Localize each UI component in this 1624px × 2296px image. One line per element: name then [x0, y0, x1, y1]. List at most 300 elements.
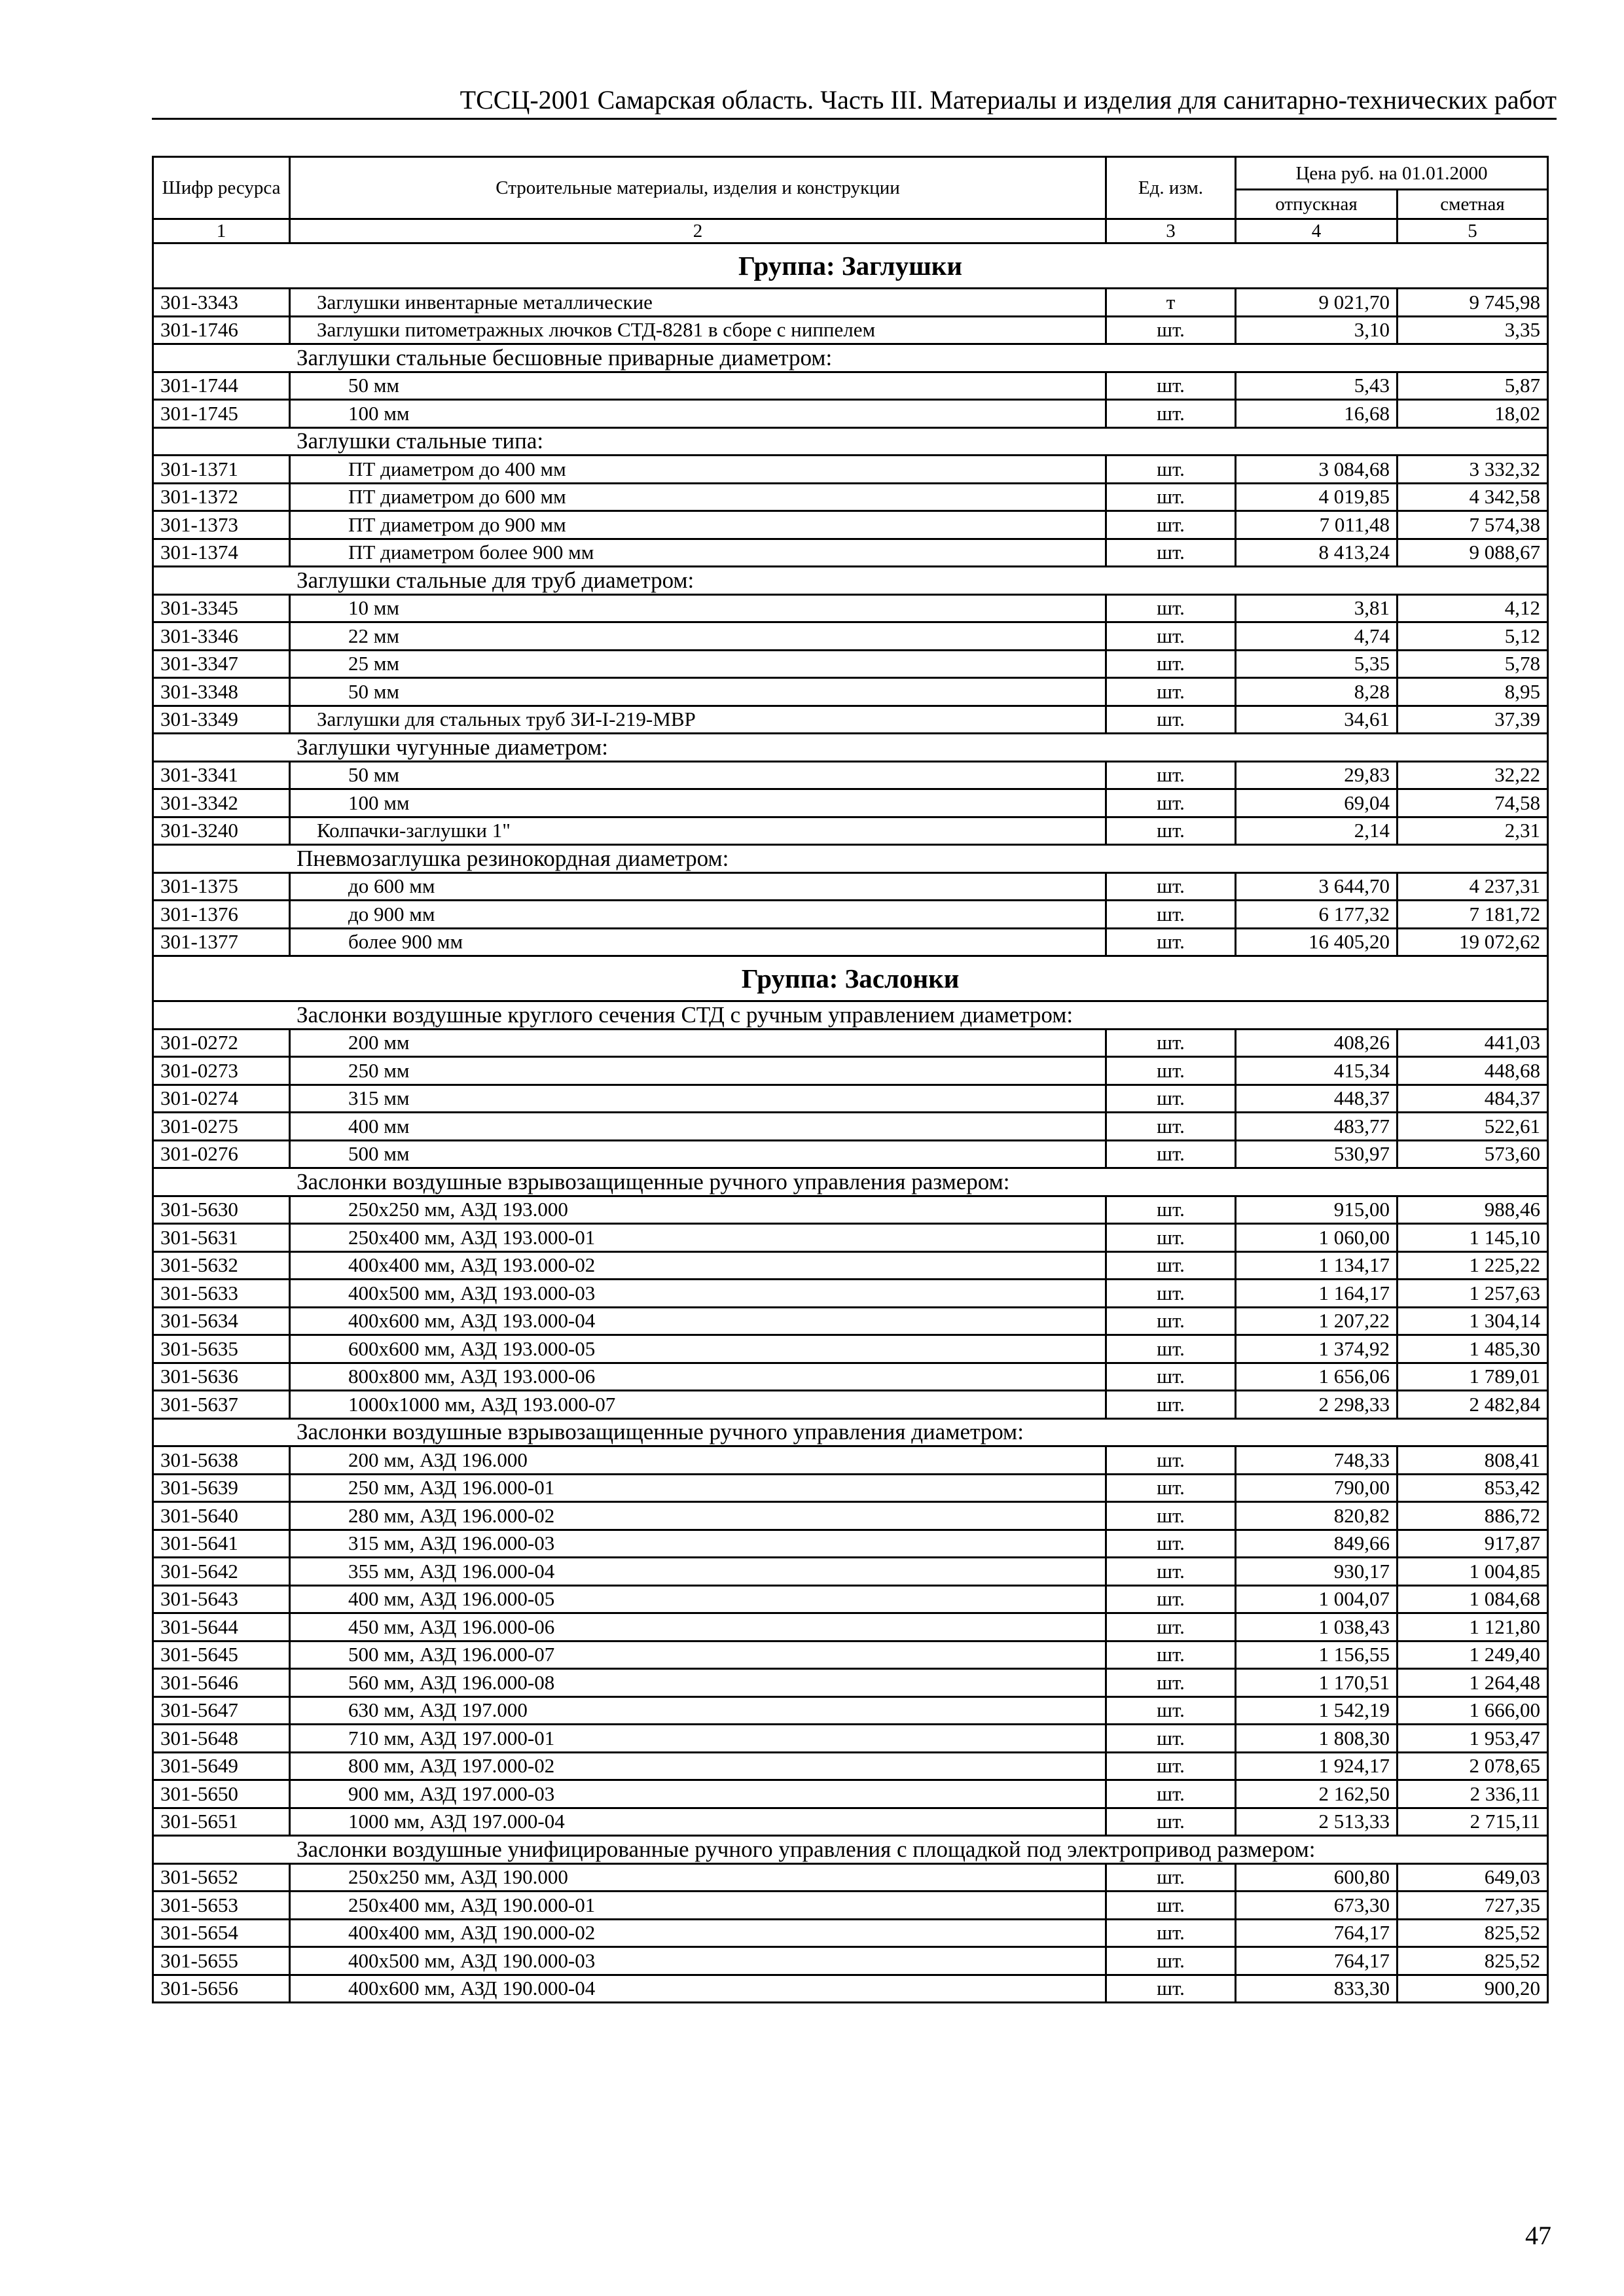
- estimate-price: 484,37: [1398, 1085, 1548, 1113]
- material-name: 250 мм, АЗД 196.000-01: [290, 1474, 1106, 1502]
- subheading: Заслонки воздушные унифицированные ручного управления с площадкой под электропривод размером:: [153, 1836, 1548, 1864]
- table-row: [153, 1975, 1548, 2003]
- estimate-price: 886,72: [1398, 1502, 1548, 1530]
- material-name: 100 мм: [290, 400, 1106, 428]
- estimate-price: 3 332,32: [1398, 456, 1548, 484]
- material-name: ПТ диаметром до 400 мм: [290, 456, 1106, 484]
- material-name: 200 мм, АЗД 196.000: [290, 1446, 1106, 1475]
- resource-code: 301-5653: [153, 1892, 290, 1920]
- subheading: Заслонки воздушные взрывозащищенные ручного управления размером:: [153, 1168, 1548, 1196]
- table-row: [153, 1696, 1548, 1725]
- estimate-price: 2 715,11: [1398, 1808, 1548, 1836]
- resource-code: 301-3341: [153, 761, 290, 789]
- material-name: 710 мм, АЗД 197.000-01: [290, 1725, 1106, 1753]
- resource-code: 301-5632: [153, 1251, 290, 1280]
- table-row: [153, 456, 1548, 484]
- unit: шт.: [1106, 1057, 1236, 1085]
- unit: шт.: [1106, 1196, 1236, 1224]
- unit: шт.: [1106, 1808, 1236, 1836]
- unit: шт.: [1106, 1585, 1236, 1613]
- release-price: 600,80: [1236, 1863, 1398, 1892]
- material-name: 315 мм, АЗД 196.000-03: [290, 1530, 1106, 1558]
- resource-code: 301-5631: [153, 1224, 290, 1252]
- col-number: 4: [1236, 219, 1398, 243]
- estimate-price: 1 953,47: [1398, 1725, 1548, 1753]
- resource-code: 301-3348: [153, 678, 290, 706]
- resource-code: 301-3349: [153, 706, 290, 734]
- estimate-price: 9 745,98: [1398, 289, 1548, 317]
- material-name: 400х500 мм, АЗД 190.000-03: [290, 1947, 1106, 1975]
- material-name: 800х800 мм, АЗД 193.000-06: [290, 1363, 1106, 1391]
- estimate-price: 19 072,62: [1398, 928, 1548, 956]
- resource-code: 301-0272: [153, 1029, 290, 1057]
- unit: шт.: [1106, 1251, 1236, 1280]
- unit: шт.: [1106, 678, 1236, 706]
- resource-code: 301-5633: [153, 1280, 290, 1308]
- release-price: 3,10: [1236, 316, 1398, 344]
- release-price: 764,17: [1236, 1947, 1398, 1975]
- release-price: 790,00: [1236, 1474, 1398, 1502]
- unit: шт.: [1106, 706, 1236, 734]
- col-number: 5: [1398, 219, 1548, 243]
- material-name: 25 мм: [290, 650, 1106, 678]
- material-name: 200 мм: [290, 1029, 1106, 1057]
- release-price: 34,61: [1236, 706, 1398, 734]
- material-name: до 600 мм: [290, 872, 1106, 901]
- unit: шт.: [1106, 872, 1236, 901]
- material-name: ПТ диаметром до 600 мм: [290, 483, 1106, 511]
- table-row: [153, 1057, 1548, 1085]
- unit: шт.: [1106, 1558, 1236, 1586]
- unit: шт.: [1106, 761, 1236, 789]
- table-row: [153, 1863, 1548, 1892]
- release-price: 764,17: [1236, 1919, 1398, 1947]
- estimate-price: 649,03: [1398, 1863, 1548, 1892]
- table-row: [153, 650, 1548, 678]
- table-row: [153, 1085, 1548, 1113]
- estimate-price: 1 264,48: [1398, 1669, 1548, 1697]
- resource-code: 301-5649: [153, 1752, 290, 1780]
- estimate-price: 37,39: [1398, 706, 1548, 734]
- resource-code: 301-5635: [153, 1335, 290, 1363]
- col-header-price: Цена руб. на 01.01.2000: [1236, 157, 1548, 190]
- resource-code: 301-3347: [153, 650, 290, 678]
- unit: шт.: [1106, 1502, 1236, 1530]
- estimate-price: 1 304,14: [1398, 1307, 1548, 1335]
- resource-code: 301-0273: [153, 1057, 290, 1085]
- release-price: 833,30: [1236, 1975, 1398, 2003]
- release-price: 1 156,55: [1236, 1641, 1398, 1669]
- estimate-price: 727,35: [1398, 1892, 1548, 1920]
- release-price: 1 374,92: [1236, 1335, 1398, 1363]
- resource-code: 301-1371: [153, 456, 290, 484]
- material-name: ПТ диаметром более 900 мм: [290, 539, 1106, 567]
- col-header-estimate-price: сметная: [1398, 190, 1548, 219]
- resource-code: 301-5640: [153, 1502, 290, 1530]
- resource-code: 301-1377: [153, 928, 290, 956]
- material-name: 630 мм, АЗД 197.000: [290, 1696, 1106, 1725]
- release-price: 1 134,17: [1236, 1251, 1398, 1280]
- unit: шт.: [1106, 1641, 1236, 1669]
- release-price: 415,34: [1236, 1057, 1398, 1085]
- release-price: 5,35: [1236, 650, 1398, 678]
- table-row: [153, 1725, 1548, 1753]
- group-heading: Группа: Заслонки: [153, 956, 1548, 1001]
- release-price: 2 298,33: [1236, 1391, 1398, 1419]
- estimate-price: 917,87: [1398, 1530, 1548, 1558]
- table-row: [153, 372, 1548, 400]
- material-name: 50 мм: [290, 678, 1106, 706]
- material-name: Заглушки инвентарные металлические: [290, 289, 1106, 317]
- table-row: [153, 761, 1548, 789]
- table-row: [153, 1613, 1548, 1641]
- table-row: [153, 1780, 1548, 1808]
- unit: шт.: [1106, 1752, 1236, 1780]
- release-price: 748,33: [1236, 1446, 1398, 1475]
- resource-code: 301-1374: [153, 539, 290, 567]
- estimate-price: 4 342,58: [1398, 483, 1548, 511]
- group-heading-row: [153, 956, 1548, 1001]
- release-price: 673,30: [1236, 1892, 1398, 1920]
- estimate-price: 7 574,38: [1398, 511, 1548, 539]
- table-row: [153, 1140, 1548, 1168]
- material-name: Заглушки питометражных лючков СТД-8281 в сборе с ниппелем: [290, 316, 1106, 344]
- material-name: 560 мм, АЗД 196.000-08: [290, 1669, 1106, 1697]
- material-name: 250х400 мм, АЗД 193.000-01: [290, 1224, 1106, 1252]
- table-row: [153, 678, 1548, 706]
- subheading-row: [153, 1418, 1548, 1446]
- material-name: 600х600 мм, АЗД 193.000-05: [290, 1335, 1106, 1363]
- material-name: 400 мм: [290, 1113, 1106, 1141]
- unit: шт.: [1106, 1780, 1236, 1808]
- estimate-price: 2 078,65: [1398, 1752, 1548, 1780]
- estimate-price: 2 482,84: [1398, 1391, 1548, 1419]
- table-row: [153, 1363, 1548, 1391]
- release-price: 5,43: [1236, 372, 1398, 400]
- resource-code: 301-0276: [153, 1140, 290, 1168]
- unit: шт.: [1106, 400, 1236, 428]
- table-row: [153, 1585, 1548, 1613]
- col-header-release-price: отпускная: [1236, 190, 1398, 219]
- material-name: 250 мм: [290, 1057, 1106, 1085]
- table-row: [153, 1669, 1548, 1697]
- release-price: 1 207,22: [1236, 1307, 1398, 1335]
- subheading-row: [153, 1836, 1548, 1864]
- table-row: [153, 400, 1548, 428]
- release-price: 69,04: [1236, 789, 1398, 817]
- unit: шт.: [1106, 817, 1236, 845]
- resource-code: 301-5638: [153, 1446, 290, 1475]
- material-name: Колпачки-заглушки 1": [290, 817, 1106, 845]
- release-price: 6 177,32: [1236, 901, 1398, 929]
- material-name: 1000х1000 мм, АЗД 193.000-07: [290, 1391, 1106, 1419]
- subheading: Заслонки воздушные круглого сечения СТД с ручным управлением диаметром:: [153, 1001, 1548, 1030]
- estimate-price: 4 237,31: [1398, 872, 1548, 901]
- table-row: [153, 1947, 1548, 1975]
- release-price: 1 656,06: [1236, 1363, 1398, 1391]
- unit: шт.: [1106, 1892, 1236, 1920]
- unit: шт.: [1106, 316, 1236, 344]
- release-price: 1 038,43: [1236, 1613, 1398, 1641]
- unit: шт.: [1106, 1029, 1236, 1057]
- subheading-row: [153, 567, 1548, 595]
- resource-code: 301-5639: [153, 1474, 290, 1502]
- unit: шт.: [1106, 1669, 1236, 1697]
- estimate-price: 573,60: [1398, 1140, 1548, 1168]
- table-row: [153, 1335, 1548, 1363]
- table-row: [153, 1808, 1548, 1836]
- resource-code: 301-1745: [153, 400, 290, 428]
- release-price: 16,68: [1236, 400, 1398, 428]
- material-name: 400х600 мм, АЗД 193.000-04: [290, 1307, 1106, 1335]
- running-header: ТССЦ-2001 Самарская область. Часть III. Материалы и изделия для санитарно-технических работ: [152, 84, 1557, 120]
- material-name: 900 мм, АЗД 197.000-03: [290, 1780, 1106, 1808]
- release-price: 7 011,48: [1236, 511, 1398, 539]
- subheading-row: [153, 845, 1548, 873]
- resource-code: 301-5645: [153, 1641, 290, 1669]
- table-row: [153, 1530, 1548, 1558]
- table-row: [153, 1641, 1548, 1669]
- estimate-price: 825,52: [1398, 1919, 1548, 1947]
- release-price: 930,17: [1236, 1558, 1398, 1586]
- table-row: [153, 1391, 1548, 1419]
- material-name: 280 мм, АЗД 196.000-02: [290, 1502, 1106, 1530]
- resource-code: 301-1744: [153, 372, 290, 400]
- estimate-price: 1 789,01: [1398, 1363, 1548, 1391]
- material-name: 400х500 мм, АЗД 193.000-03: [290, 1280, 1106, 1308]
- release-price: 483,77: [1236, 1113, 1398, 1141]
- material-name: 250х250 мм, АЗД 193.000: [290, 1196, 1106, 1224]
- subheading: Пневмозаглушка резинокордная диаметром:: [153, 845, 1548, 873]
- material-name: 400 мм, АЗД 196.000-05: [290, 1585, 1106, 1613]
- unit: шт.: [1106, 1975, 1236, 2003]
- estimate-price: 3,35: [1398, 316, 1548, 344]
- resource-code: 301-1376: [153, 901, 290, 929]
- material-name: более 900 мм: [290, 928, 1106, 956]
- resource-code: 301-5651: [153, 1808, 290, 1836]
- resource-code: 301-5644: [153, 1613, 290, 1641]
- table-row: [153, 1446, 1548, 1475]
- material-name: 250х250 мм, АЗД 190.000: [290, 1863, 1106, 1892]
- estimate-price: 1 004,85: [1398, 1558, 1548, 1586]
- material-name: 400х600 мм, АЗД 190.000-04: [290, 1975, 1106, 2003]
- release-price: 1 164,17: [1236, 1280, 1398, 1308]
- material-name: Заглушки для стальных труб ЗИ-I-219-МВР: [290, 706, 1106, 734]
- table-row: [153, 1892, 1548, 1920]
- unit: шт.: [1106, 901, 1236, 929]
- resource-code: 301-3343: [153, 289, 290, 317]
- resource-code: 301-5650: [153, 1780, 290, 1808]
- table-row: [153, 1251, 1548, 1280]
- resource-code: 301-1372: [153, 483, 290, 511]
- release-price: 1 542,19: [1236, 1696, 1398, 1725]
- resource-code: 301-0275: [153, 1113, 290, 1141]
- col-number: 2: [290, 219, 1106, 243]
- unit: шт.: [1106, 456, 1236, 484]
- material-name: 250х400 мм, АЗД 190.000-01: [290, 1892, 1106, 1920]
- estimate-price: 5,87: [1398, 372, 1548, 400]
- table-row: [153, 789, 1548, 817]
- table-row: [153, 928, 1548, 956]
- table-row: [153, 1113, 1548, 1141]
- unit: шт.: [1106, 1307, 1236, 1335]
- subheading: Заглушки стальные бесшовные приварные диаметром:: [153, 344, 1548, 372]
- col-number: 3: [1106, 219, 1236, 243]
- release-price: 3 084,68: [1236, 456, 1398, 484]
- unit: шт.: [1106, 1140, 1236, 1168]
- table-row: [153, 511, 1548, 539]
- unit: шт.: [1106, 622, 1236, 651]
- resource-code: 301-5636: [153, 1363, 290, 1391]
- unit: шт.: [1106, 1696, 1236, 1725]
- resource-code: 301-5637: [153, 1391, 290, 1419]
- table-row: [153, 1558, 1548, 1586]
- resource-code: 301-1373: [153, 511, 290, 539]
- release-price: 1 060,00: [1236, 1224, 1398, 1252]
- estimate-price: 18,02: [1398, 400, 1548, 428]
- estimate-price: 1 257,63: [1398, 1280, 1548, 1308]
- estimate-price: 988,46: [1398, 1196, 1548, 1224]
- resource-code: 301-3346: [153, 622, 290, 651]
- resource-code: 301-5656: [153, 1975, 290, 2003]
- estimate-price: 825,52: [1398, 1947, 1548, 1975]
- material-name: 500 мм: [290, 1140, 1106, 1168]
- resource-code: 301-5652: [153, 1863, 290, 1892]
- estimate-price: 1 145,10: [1398, 1224, 1548, 1252]
- unit: шт.: [1106, 928, 1236, 956]
- resource-code: 301-3342: [153, 789, 290, 817]
- release-price: 530,97: [1236, 1140, 1398, 1168]
- release-price: 2,14: [1236, 817, 1398, 845]
- release-price: 4 019,85: [1236, 483, 1398, 511]
- estimate-price: 808,41: [1398, 1446, 1548, 1475]
- release-price: 3 644,70: [1236, 872, 1398, 901]
- resource-code: 301-5642: [153, 1558, 290, 1586]
- release-price: 448,37: [1236, 1085, 1398, 1113]
- release-price: 915,00: [1236, 1196, 1398, 1224]
- resource-code: 301-3345: [153, 594, 290, 622]
- resource-code: 301-5643: [153, 1585, 290, 1613]
- material-name: до 900 мм: [290, 901, 1106, 929]
- col-number: 1: [153, 219, 290, 243]
- table-row: [153, 1307, 1548, 1335]
- estimate-price: 1 225,22: [1398, 1251, 1548, 1280]
- table-row: [153, 1474, 1548, 1502]
- material-name: 50 мм: [290, 761, 1106, 789]
- group-heading-row: [153, 243, 1548, 289]
- unit: т: [1106, 289, 1236, 317]
- material-name: 450 мм, АЗД 196.000-06: [290, 1613, 1106, 1641]
- estimate-price: 2 336,11: [1398, 1780, 1548, 1808]
- resource-code: 301-3240: [153, 817, 290, 845]
- unit: шт.: [1106, 1085, 1236, 1113]
- estimate-price: 2,31: [1398, 817, 1548, 845]
- subheading-row: [153, 427, 1548, 456]
- release-price: 4,74: [1236, 622, 1398, 651]
- page-number: 47: [1525, 2221, 1551, 2250]
- resource-code: 301-5641: [153, 1530, 290, 1558]
- estimate-price: 1 485,30: [1398, 1335, 1548, 1363]
- unit: шт.: [1106, 539, 1236, 567]
- material-name: 400х400 мм, АЗД 193.000-02: [290, 1251, 1106, 1280]
- table-row: [153, 817, 1548, 845]
- unit: шт.: [1106, 1224, 1236, 1252]
- material-name: 400х400 мм, АЗД 190.000-02: [290, 1919, 1106, 1947]
- release-price: 1 170,51: [1236, 1669, 1398, 1697]
- unit: шт.: [1106, 1280, 1236, 1308]
- subheading-row: [153, 1168, 1548, 1196]
- release-price: 1 004,07: [1236, 1585, 1398, 1613]
- unit: шт.: [1106, 1446, 1236, 1475]
- unit: шт.: [1106, 1530, 1236, 1558]
- resource-code: 301-5634: [153, 1307, 290, 1335]
- resource-code: 301-5630: [153, 1196, 290, 1224]
- subheading: Заглушки стальные для труб диаметром:: [153, 567, 1548, 595]
- table-row: [153, 289, 1548, 317]
- release-price: 8 413,24: [1236, 539, 1398, 567]
- unit: шт.: [1106, 372, 1236, 400]
- estimate-price: 5,12: [1398, 622, 1548, 651]
- release-price: 408,26: [1236, 1029, 1398, 1057]
- release-price: 2 513,33: [1236, 1808, 1398, 1836]
- estimate-price: 7 181,72: [1398, 901, 1548, 929]
- material-name: 315 мм: [290, 1085, 1106, 1113]
- col-header-name: Строительные материалы, изделия и конструкции: [290, 157, 1106, 219]
- table-row: [153, 539, 1548, 567]
- estimate-price: 74,58: [1398, 789, 1548, 817]
- table-row: [153, 483, 1548, 511]
- table-row: [153, 1919, 1548, 1947]
- unit: шт.: [1106, 511, 1236, 539]
- unit: шт.: [1106, 1363, 1236, 1391]
- estimate-price: 900,20: [1398, 1975, 1548, 2003]
- unit: шт.: [1106, 1947, 1236, 1975]
- subheading: Заслонки воздушные взрывозащищенные ручного управления диаметром:: [153, 1418, 1548, 1446]
- column-number-row: [153, 219, 1548, 243]
- subheading: Заглушки стальные типа:: [153, 427, 1548, 456]
- unit: шт.: [1106, 1391, 1236, 1419]
- estimate-price: 8,95: [1398, 678, 1548, 706]
- table-row: [153, 1752, 1548, 1780]
- unit: шт.: [1106, 1113, 1236, 1141]
- table-row: [153, 316, 1548, 344]
- material-name: ПТ диаметром до 900 мм: [290, 511, 1106, 539]
- resource-code: 301-0274: [153, 1085, 290, 1113]
- material-name: 100 мм: [290, 789, 1106, 817]
- estimate-price: 4,12: [1398, 594, 1548, 622]
- estimate-price: 5,78: [1398, 650, 1548, 678]
- estimate-price: 1 121,80: [1398, 1613, 1548, 1641]
- release-price: 8,28: [1236, 678, 1398, 706]
- unit: шт.: [1106, 1613, 1236, 1641]
- unit: шт.: [1106, 1919, 1236, 1947]
- release-price: 3,81: [1236, 594, 1398, 622]
- subheading-row: [153, 734, 1548, 762]
- resource-code: 301-5655: [153, 1947, 290, 1975]
- estimate-price: 522,61: [1398, 1113, 1548, 1141]
- material-name: 500 мм, АЗД 196.000-07: [290, 1641, 1106, 1669]
- resource-code: 301-5646: [153, 1669, 290, 1697]
- release-price: 849,66: [1236, 1530, 1398, 1558]
- table-row: [153, 1280, 1548, 1308]
- table-row: [153, 1502, 1548, 1530]
- material-name: 50 мм: [290, 372, 1106, 400]
- unit: шт.: [1106, 789, 1236, 817]
- resource-code: 301-1375: [153, 872, 290, 901]
- release-price: 9 021,70: [1236, 289, 1398, 317]
- unit: шт.: [1106, 650, 1236, 678]
- estimate-price: 32,22: [1398, 761, 1548, 789]
